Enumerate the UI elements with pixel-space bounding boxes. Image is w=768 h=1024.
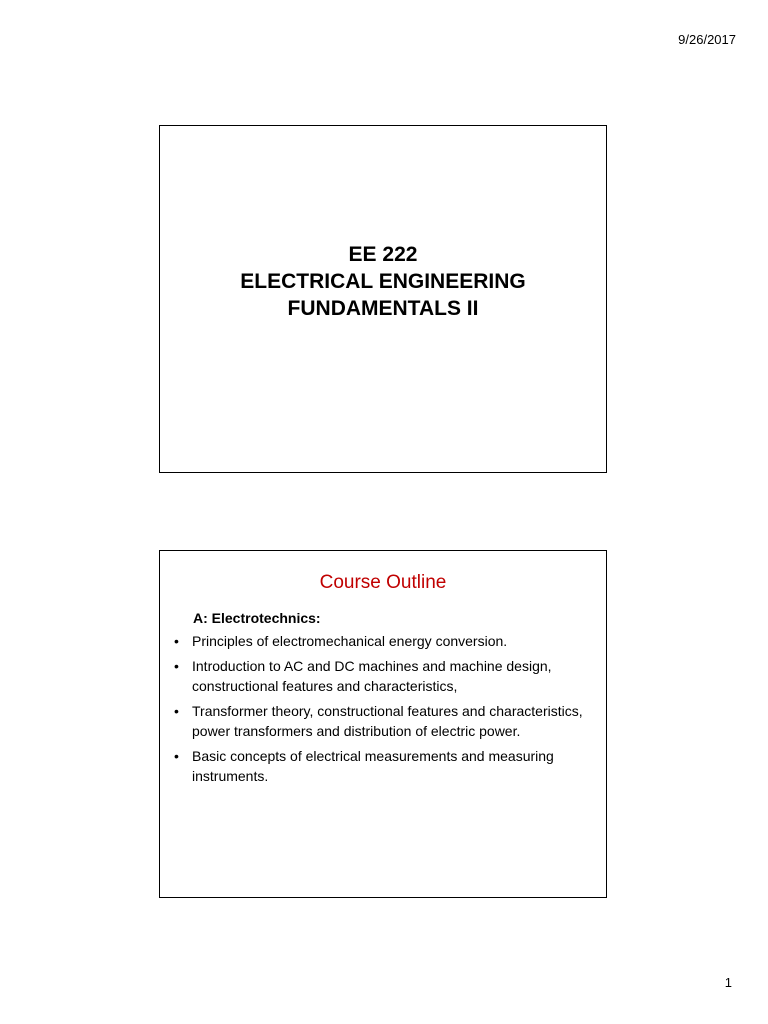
course-code: EE 222 <box>348 243 418 266</box>
slide-course-outline <box>159 550 607 898</box>
list-item <box>172 656 588 696</box>
bullet-icon: • <box>174 748 179 764</box>
bullet-text: Basic concepts of electrical measurements and measuring instruments. <box>192 748 554 784</box>
list-item <box>172 746 588 786</box>
page-date: 9/26/2017 <box>678 32 736 47</box>
bullet-icon: • <box>174 633 179 649</box>
bullet-icon: • <box>174 658 179 674</box>
page-number: 1 <box>724 975 732 990</box>
bullet-text: Introduction to AC and DC machines and machine design, constructional features and characteristics, <box>192 658 552 694</box>
list-item <box>172 631 588 651</box>
course-title <box>160 241 606 322</box>
course-name-line-1: ELECTRICAL ENGINEERING <box>240 270 526 293</box>
list-item <box>172 701 588 741</box>
bullet-text: Principles of electromechanical energy conversion. <box>192 633 508 649</box>
course-name-line-2: FUNDAMENTALS II <box>287 297 479 320</box>
bullet-icon: • <box>174 703 179 719</box>
section-heading: A: Electrotechnics: <box>193 610 321 626</box>
bullet-text: Transformer theory, constructional features and characteristics, power transformers and distribution of electric power. <box>192 703 583 739</box>
outline-title: Course Outline <box>319 572 447 593</box>
outline-bullet-list <box>172 631 588 791</box>
slide-title-card <box>159 125 607 473</box>
